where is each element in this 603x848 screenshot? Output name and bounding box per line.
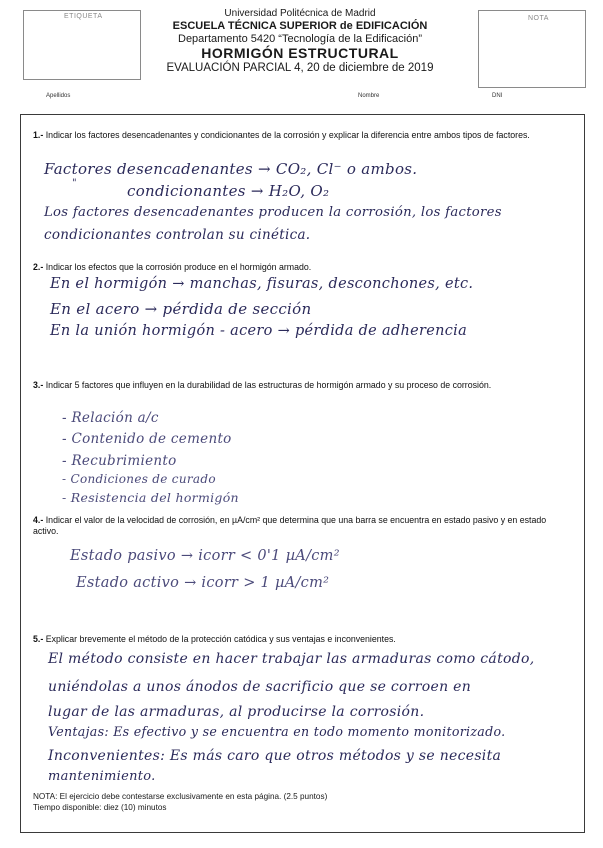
- answer-3-line-1: - Relación a/c: [62, 410, 159, 426]
- answer-5-line-3: lugar de las armaduras, al producirse la corrosión.: [48, 704, 425, 720]
- department-name: Departamento 5420 “Tecnología de la Edificación”: [178, 33, 422, 45]
- nombre-label: Nombre: [358, 93, 380, 99]
- footer-note: NOTA: El ejercicio debe contestarse exclusivamente en esta página. (2.5 puntos): [33, 792, 328, 801]
- university-name: Universidad Politécnica de Madrid: [224, 8, 376, 19]
- answer-1-line-5: condicionantes controlan su cinética.: [44, 227, 311, 243]
- answer-1-line-2: ": [72, 178, 77, 189]
- question-4: 4.- Indicar el valor de la velocidad de corrosión, en µA/cm² que determina que una barra se encuentra en estado pasivo y en estado activo.: [33, 515, 547, 536]
- answer-5-line-6: mantenimiento.: [48, 769, 156, 784]
- dni-label: DNI: [492, 93, 503, 99]
- answer-1-line-4: Los factores desencadenantes producen la corrosión, los factores: [44, 205, 502, 220]
- answer-5-line-5: Inconvenientes: Es más caro que otros métodos y se necesita: [48, 748, 502, 764]
- school-name: ESCUELA TÉCNICA SUPERIOR de EDIFICACIÓN: [172, 20, 428, 32]
- answer-4-line-1: Estado pasivo → icorr < 0'1 µA/cm²: [70, 548, 340, 564]
- nota-box: [478, 10, 586, 88]
- question-2: 2.- Indicar los efectos que la corrosión produce en el hormigón armado.: [33, 262, 312, 272]
- etiqueta-box: [23, 10, 141, 80]
- nota-label: NOTA: [528, 15, 549, 22]
- question-1: 1.- Indicar los factores desencadenantes y condicionantes de la corrosión y explicar la diferencia entre ambos tipos de factores.: [33, 130, 530, 140]
- answer-3-line-5: - Resistencia del hormigón: [62, 490, 239, 505]
- evaluation-title: EVALUACIÓN PARCIAL 4, 20 de diciembre de 2019: [166, 62, 434, 74]
- answer-2-line-3: En la unión hormigón - acero → pérdida de adherencia: [50, 323, 468, 339]
- apellidos-label: Apellidos: [46, 93, 71, 99]
- answer-5-line-4: Ventajas: Es efectivo y se encuentra en todo momento monitorizado.: [48, 724, 506, 739]
- etiqueta-label: ETIQUETA: [64, 13, 103, 20]
- footer-time: Tiempo disponible: diez (10) minutos: [33, 803, 167, 812]
- question-5: 5.- Explicar brevemente el método de la protección catódica y sus ventajas e inconvenientes.: [33, 634, 396, 644]
- answer-4-line-2: Estado activo → icorr > 1 µA/cm²: [76, 575, 330, 591]
- answer-1-line-3: condicionantes → H₂O, O₂: [127, 182, 330, 200]
- answer-1-line-1: Factores desencadenantes → CO₂, Cl⁻ o ambos.: [44, 160, 418, 178]
- answer-3-line-3: - Recubrimiento: [62, 453, 177, 469]
- answer-3-line-2: - Contenido de cemento: [62, 431, 232, 447]
- answer-2-line-2: En el acero → pérdida de sección: [50, 300, 312, 318]
- subject-title: HORMIGÓN ESTRUCTURAL: [201, 45, 399, 61]
- exam-header: [150, 8, 450, 75]
- answer-2-line-1: En el hormigón → manchas, fisuras, desconchones, etc.: [50, 276, 474, 292]
- answer-5-line-2: uniéndolas a unos ánodos de sacrificio que se corroen en: [48, 679, 472, 695]
- answer-5-line-1: El método consiste en hacer trabajar las armaduras como cátodo,: [48, 651, 535, 667]
- answer-3-line-4: - Condiciones de curado: [62, 472, 216, 486]
- question-3: 3.- Indicar 5 factores que influyen en la durabilidad de las estructuras de hormigón armado y su proceso de corrosión.: [33, 380, 492, 390]
